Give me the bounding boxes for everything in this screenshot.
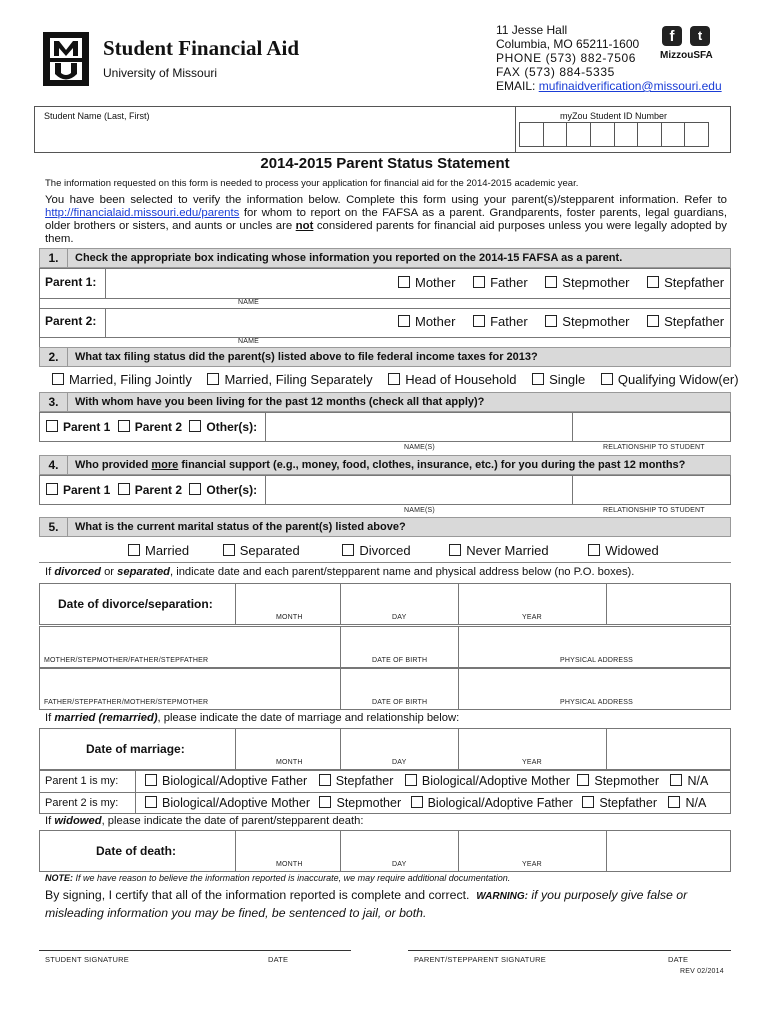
separated-checkbox[interactable]: Separated — [223, 543, 300, 558]
p2-stepfather-checkbox[interactable]: Stepfather — [582, 796, 657, 810]
p1-stepfather-checkbox[interactable]: Stepfather — [319, 774, 394, 788]
q3-names-caption: NAME(S) — [404, 444, 435, 451]
parent-signature-label: PARENT/STEPPARENT SIGNATURE — [414, 955, 546, 964]
student-name-input[interactable] — [170, 110, 500, 148]
p1-bio-father-checkbox[interactable]: Biological/Adoptive Father — [145, 774, 307, 788]
father-address-caption: PHYSICAL ADDRESS — [560, 699, 633, 706]
student-date-label: DATE — [268, 955, 289, 964]
father-name-input[interactable] — [42, 670, 336, 696]
q4-header: 4. Who provided more financial support (e.g., money, food, clothes, insurance, etc.) for you during the past 12 months? — [39, 455, 731, 475]
p2-stepmother-checkbox[interactable]: Stepmother — [319, 796, 401, 810]
q3-names-input[interactable] — [268, 414, 568, 440]
death-day-caption: DAY — [392, 861, 407, 868]
parent2-relationship — [398, 314, 724, 329]
p1-stepmother-checkbox[interactable]: Stepmother — [577, 774, 659, 788]
student-id-input[interactable] — [519, 122, 709, 147]
q4-others-checkbox[interactable]: Other(s): — [189, 483, 257, 497]
divorce-year-input[interactable] — [461, 585, 604, 611]
instructions: You have been selected to verify the information below. Complete this form using your parent(s)/stepparent information. Refer to http://financialaid.missouri.edu/parents for whom to report on the FAFSA as a parent. Grandparents, foster parents, legal guardians, older brothers or sisters, and aunts or uncles are not considered parents for financial aid purposes unless you were legally adopted by them. — [45, 194, 727, 245]
parents-link[interactable]: http://financialaid.missouri.edu/parents — [45, 207, 240, 219]
divorce-month-caption: MONTH — [276, 614, 303, 621]
q4-options — [46, 483, 257, 497]
death-day-input[interactable] — [343, 832, 456, 858]
marriage-year-input[interactable] — [461, 730, 604, 756]
parent1-stepfather-checkbox[interactable]: Stepfather — [647, 275, 724, 290]
note-text: NOTE: If we have reason to believe the information reported is inaccurate, we may require additional documentation. — [45, 873, 511, 883]
marriage-date-label: Date of marriage: — [86, 742, 185, 756]
widowed-instructions: If widowed, please indicate the date of parent/stepparent death: — [45, 815, 364, 827]
parent2-label: Parent 2: — [45, 314, 97, 328]
q4-names-caption: NAME(S) — [404, 507, 435, 514]
parent1-is-options — [145, 774, 708, 788]
parent1-name-caption: NAME — [238, 299, 260, 306]
email-link[interactable]: mufinaidverification@missouri.edu — [538, 79, 722, 93]
student-name-label: Student Name (Last, First) — [44, 111, 150, 121]
p2-bio-mother-checkbox[interactable]: Biological/Adoptive Mother — [145, 796, 310, 810]
parent1-father-checkbox[interactable]: Father — [473, 275, 528, 290]
parent1-label: Parent 1: — [45, 275, 97, 289]
p1-bio-mother-checkbox[interactable]: Biological/Adoptive Mother — [405, 774, 570, 788]
single-checkbox[interactable]: Single — [532, 372, 585, 387]
married-checkbox[interactable]: Married — [128, 543, 189, 558]
married-separately-checkbox[interactable]: Married, Filing Separately — [207, 372, 372, 387]
death-year-caption: YEAR — [522, 861, 542, 868]
parent1-name-input[interactable] — [110, 270, 385, 296]
parent2-mother-checkbox[interactable]: Mother — [398, 314, 455, 329]
divorced-instructions: If divorced or separated, indicate date and each parent/stepparent name and physical address below (no P.O. boxes). — [45, 566, 635, 578]
form-title: 2014-2015 Parent Status Statement — [260, 155, 510, 172]
address-line2: Columbia, MO 65211-1600 — [496, 37, 640, 51]
q3-others-checkbox[interactable]: Other(s): — [189, 420, 257, 434]
q5-options — [128, 543, 659, 558]
address-line1: 11 Jesse Hall — [496, 23, 568, 37]
q3-parent2-checkbox[interactable]: Parent 2 — [118, 420, 182, 434]
divorce-day-input[interactable] — [343, 585, 456, 611]
twitter-icon[interactable]: t — [690, 26, 710, 46]
father-address-input[interactable] — [461, 670, 727, 696]
parent1-relationship — [398, 275, 724, 290]
q1-header: 1. Check the appropriate box indicating whose information you reported on the 2014-15 FAFSA as a parent. — [39, 248, 731, 268]
never-married-checkbox[interactable]: Never Married — [449, 543, 548, 558]
marriage-month-input[interactable] — [238, 730, 338, 756]
divorced-checkbox[interactable]: Divorced — [342, 543, 410, 558]
widowed-checkbox[interactable]: Widowed — [588, 543, 658, 558]
fax: FAX (573) 884-5335 — [496, 65, 615, 79]
qualifying-widow-checkbox[interactable]: Qualifying Widow(er) — [601, 372, 739, 387]
q5-header: 5. What is the current marital status of the parent(s) listed above? — [39, 517, 731, 537]
married-instructions: If married (remarried), please indicate the date of marriage and relationship below: — [45, 712, 460, 724]
university-name: University of Missouri — [103, 66, 218, 80]
father-caption: FATHER/STEPFATHER/MOTHER/STEPMOTHER — [44, 699, 209, 706]
q2-header: 2. What tax filing status did the parent(s) listed above to file federal income taxes for 2013? — [39, 347, 731, 367]
parent-signature-line[interactable] — [408, 950, 731, 951]
divorce-date-label: Date of divorce/separation: — [58, 597, 213, 611]
parent1-stepmother-checkbox[interactable]: Stepmother — [545, 275, 629, 290]
marriage-day-input[interactable] — [343, 730, 456, 756]
q4-relationship-input[interactable] — [575, 477, 727, 503]
q3-header: 3. With whom have you been living for the past 12 months (check all that apply)? — [39, 392, 731, 412]
parent2-stepfather-checkbox[interactable]: Stepfather — [647, 314, 724, 329]
q3-relationship-caption: RELATIONSHIP TO STUDENT — [603, 444, 705, 451]
social-handle: MizzouSFA — [660, 50, 713, 61]
student-signature-line[interactable] — [39, 950, 351, 951]
parent2-is-label: Parent 2 is my: — [45, 797, 119, 809]
q4-names-input[interactable] — [268, 477, 568, 503]
mother-dob-caption: DATE OF BIRTH — [372, 657, 428, 664]
facebook-icon[interactable]: f — [662, 26, 682, 46]
org-title: Student Financial Aid — [103, 36, 300, 60]
parent1-mother-checkbox[interactable]: Mother — [398, 275, 455, 290]
q4-parent1-checkbox[interactable]: Parent 1 — [46, 483, 110, 497]
q3-relationship-input[interactable] — [575, 414, 727, 440]
email-label: EMAIL: — [496, 79, 536, 93]
death-date-label: Date of death: — [96, 844, 177, 858]
death-year-input[interactable] — [461, 832, 604, 858]
divorce-year-caption: YEAR — [522, 614, 542, 621]
mother-caption: MOTHER/STEPMOTHER/FATHER/STEPFATHER — [44, 657, 209, 664]
parent1-is-label: Parent 1 is my: — [45, 775, 119, 787]
p2-bio-father-checkbox[interactable]: Biological/Adoptive Father — [411, 796, 573, 810]
q3-options — [46, 420, 257, 434]
divorce-day-caption: DAY — [392, 614, 407, 621]
parent2-father-checkbox[interactable]: Father — [473, 314, 528, 329]
revision: REV 02/2014 — [680, 968, 724, 975]
q4-parent2-checkbox[interactable]: Parent 2 — [118, 483, 182, 497]
marriage-day-caption: DAY — [392, 759, 407, 766]
parent2-stepmother-checkbox[interactable]: Stepmother — [545, 314, 629, 329]
certification: By signing, I certify that all of the information reported is complete and correct. WARNING: if you purposely give false or misleading information you may be fined, be sentenced to jail, or both. — [45, 888, 688, 920]
email-row — [496, 79, 722, 93]
p1-na-checkbox[interactable]: N/A — [670, 774, 708, 788]
marriage-month-caption: MONTH — [276, 759, 303, 766]
p2-na-checkbox[interactable]: N/A — [668, 796, 706, 810]
death-month-input[interactable] — [238, 832, 338, 858]
q3-parent1-checkbox[interactable]: Parent 1 — [46, 420, 110, 434]
head-of-household-checkbox[interactable]: Head of Household — [388, 372, 516, 387]
death-month-caption: MONTH — [276, 861, 303, 868]
intro-text: The information requested on this form is needed to process your application for financial aid for the 2014-2015 academic year. — [45, 178, 579, 189]
q2-options — [52, 372, 739, 387]
q4-relationship-caption: RELATIONSHIP TO STUDENT — [603, 507, 705, 514]
married-jointly-checkbox[interactable]: Married, Filing Jointly — [52, 372, 192, 387]
mu-logo — [43, 32, 89, 86]
parent2-is-options — [145, 796, 706, 810]
divorce-month-input[interactable] — [238, 585, 338, 611]
mother-address-caption: PHYSICAL ADDRESS — [560, 657, 633, 664]
father-dob-caption: DATE OF BIRTH — [372, 699, 428, 706]
mother-address-input[interactable] — [461, 628, 727, 654]
student-signature-label: STUDENT SIGNATURE — [45, 955, 129, 964]
marriage-year-caption: YEAR — [522, 759, 542, 766]
parent2-name-input[interactable] — [110, 310, 385, 336]
parent2-name-caption: NAME — [238, 338, 260, 345]
mother-name-input[interactable] — [42, 628, 336, 654]
parent-date-label: DATE — [668, 955, 689, 964]
student-id-label: myZou Student ID Number — [560, 111, 668, 121]
father-dob-input[interactable] — [343, 670, 456, 696]
phone: PHONE (573) 882-7506 — [496, 51, 637, 65]
mother-dob-input[interactable] — [343, 628, 456, 654]
